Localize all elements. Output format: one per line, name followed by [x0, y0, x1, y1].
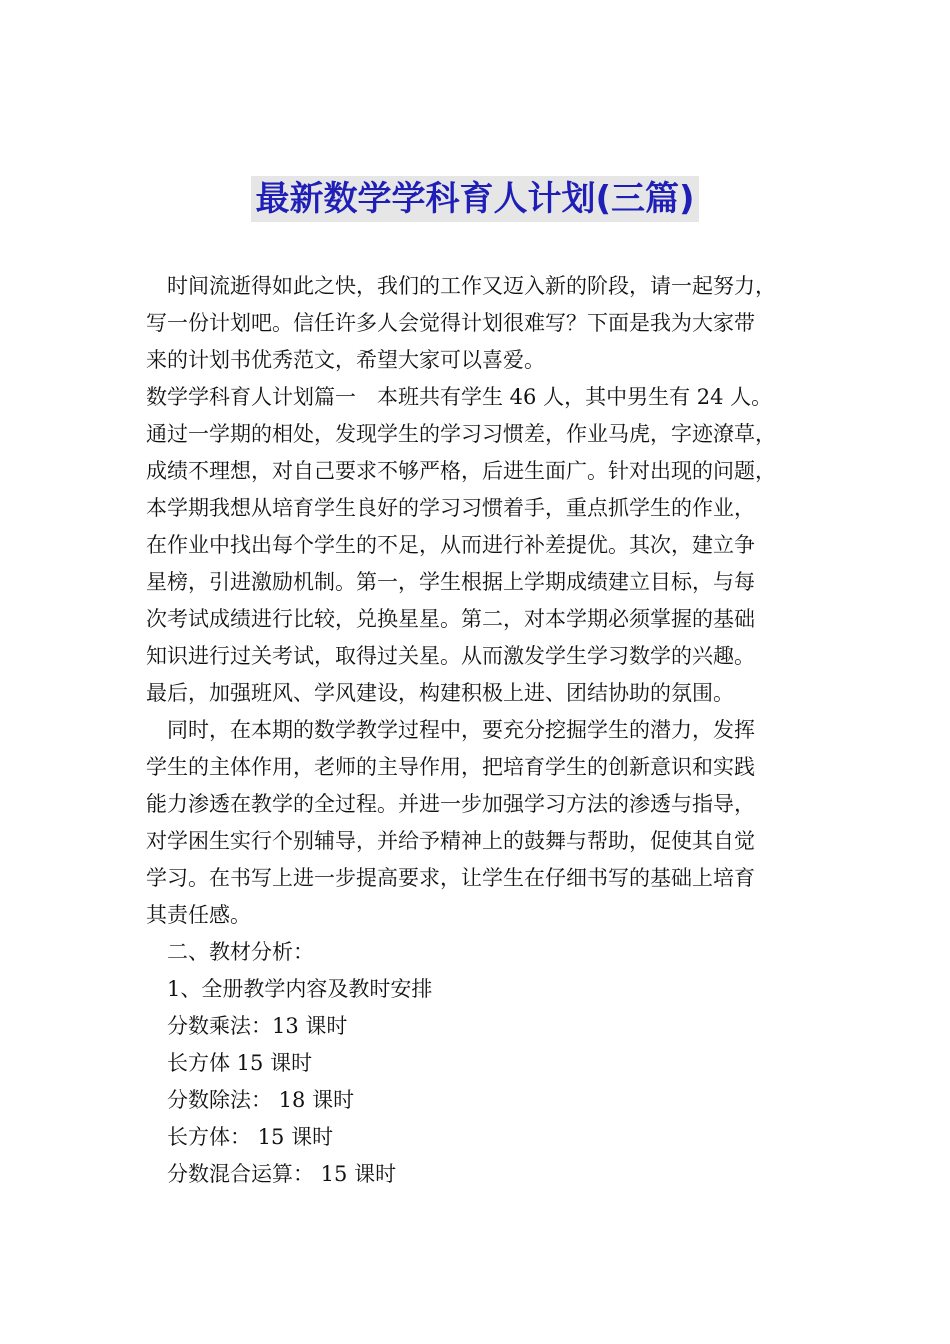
text-line: 次考试成绩进行比较，兑换星星。第二，对本学期必须掌握的基础	[146, 607, 755, 631]
text-line: 通过一学期的相处，发现学生的学习习惯差，作业马虎，字迹潦草，	[146, 422, 776, 446]
text-line: 星榜，引进激励机制。第一，学生根据上学期成绩建立目标，与每	[146, 570, 755, 594]
text-line: 本学期我想从培育学生良好的学习习惯着手，重点抓学生的作业，	[146, 496, 755, 520]
title-container	[0, 176, 950, 222]
text-line: 能力渗透在教学的全过程。并进一步加强学习方法的渗透与指导，	[146, 792, 755, 816]
text-line: 写一份计划吧。信任许多人会觉得计划很难写？下面是我为大家带	[146, 311, 755, 335]
text-line: 对学困生实行个别辅导，并给予精神上的鼓舞与帮助，促使其自觉	[146, 829, 755, 853]
text-line: 同时，在本期的数学教学过程中，要充分挖掘学生的潜力，发挥	[167, 718, 755, 742]
document-body	[146, 268, 836, 1193]
text-line: 知识进行过关考试，取得过关星。从而激发学生学习数学的兴趣。	[146, 644, 755, 668]
text-line: 数学学科育人计划篇一 本班共有学生 46 人，其中男生有 24 人。	[146, 385, 773, 409]
text-line: 分数乘法：13 课时	[167, 1014, 348, 1038]
text-line: 时间流逝得如此之快，我们的工作又迈入新的阶段，请一起努力，	[167, 274, 776, 298]
text-line: 学习。在书写上进一步提高要求，让学生在仔细书写的基础上培育	[146, 866, 755, 890]
text-line: 长方体 15 课时	[167, 1051, 313, 1075]
text-line: 长方体： 15 课时	[167, 1125, 334, 1149]
text-line: 成绩不理想，对自己要求不够严格，后进生面广。针对出现的问题，	[146, 459, 776, 483]
text-line: 在作业中找出每个学生的不足，从而进行补差提优。其次，建立争	[146, 533, 755, 557]
text-line: 1、全册教学内容及教时安排	[167, 977, 433, 1001]
text-line: 分数混合运算： 15 课时	[167, 1162, 397, 1186]
text-line: 来的计划书优秀范文，希望大家可以喜爱。	[146, 348, 545, 372]
text-line: 分数除法： 18 课时	[167, 1088, 355, 1112]
text-line: 二、教材分析：	[167, 940, 314, 964]
text-line: 学生的主体作用，老师的主导作用，把培育学生的创新意识和实践	[146, 755, 755, 779]
text-line: 其责任感。	[146, 903, 251, 927]
text-line: 最后，加强班风、学风建设，构建积极上进、团结协助的氛围。	[146, 681, 734, 705]
document-title: 最新数学学科育人计划(三篇)	[251, 176, 698, 222]
